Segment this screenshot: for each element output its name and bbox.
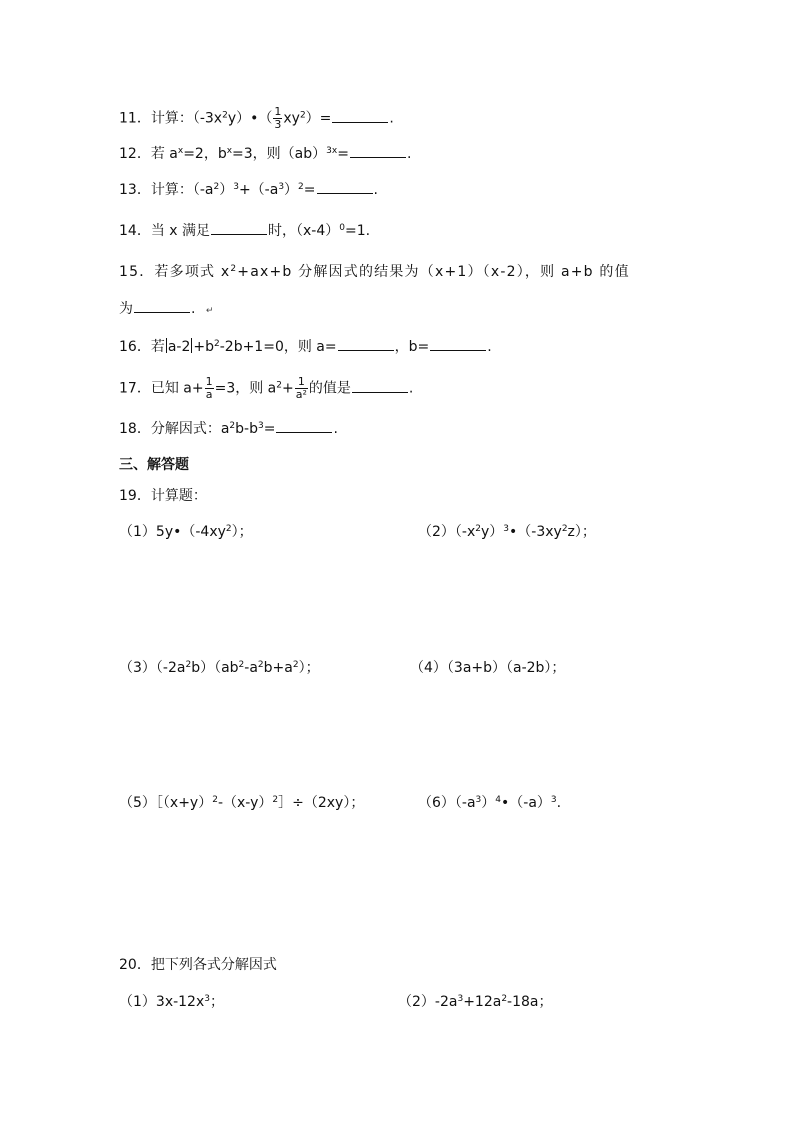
question-19-title: 19．计算题：	[119, 488, 207, 504]
q19-part-6: $(6)(-a^3)^4•(-a)^3$.	[418, 795, 562, 811]
answer-blank[interactable]	[317, 180, 373, 194]
question-15-line-2: 为 . ↵	[119, 301, 214, 317]
answer-blank[interactable]	[350, 144, 406, 158]
question-18: 18．分解因式：$a^2b-b^3=$ .	[119, 421, 338, 437]
q20-part-1: $(1)3x-12x^3$；	[119, 994, 224, 1010]
abs-bar-left	[166, 338, 167, 353]
question-11: 11．计算：$(-3x^2y)•$（ $\frac{1}{3}$ $xy^2)=$ .	[119, 105, 394, 131]
question-12: 12．若 $a^x=2$，$b^x=3$，则（ab）$^{3x}$= .	[119, 146, 412, 162]
q19-part-4: （4）（3a+b）（a-2b）；	[410, 660, 566, 676]
question-number: 17．	[119, 380, 151, 397]
fraction: $\frac{1}{\text{a²}}$	[295, 375, 307, 401]
answer-blank[interactable]	[332, 109, 388, 123]
question-number: 11．	[119, 110, 151, 127]
question-13: 13．计算：$(-a^2)^3+(-a^3)^2=$ .	[119, 182, 378, 198]
answer-blank-a[interactable]	[338, 337, 394, 351]
question-number: 16．	[119, 339, 151, 355]
question-16: 16．若 $a-2 +b^2-2b+1=0$，则 a= ，b= .	[119, 339, 492, 355]
fraction: $\frac{1}{a}$	[205, 375, 213, 401]
answer-blank[interactable]	[211, 221, 267, 235]
answer-blank[interactable]	[134, 299, 190, 313]
question-20-title: 20．把下列各式分解因式	[119, 957, 277, 973]
question-17: 17．已知 a+ $\frac{1}{a}$ =3，则 $a^2+$ $\frac{1}{\text{a²}}$ 的值是 .	[119, 375, 414, 401]
q19-part-2: $(2)(-x^2y)^3•(-3xy^2z)$；	[418, 524, 596, 540]
fraction: $\frac{1}{3}$	[274, 105, 282, 131]
answer-blank[interactable]	[352, 379, 408, 393]
q19-part-5: $(5)[(x+y)^2-(x-y)^2]\div(2xy)$；	[119, 795, 365, 811]
answer-blank[interactable]	[276, 419, 332, 433]
question-14: 14．当 x 满足 时，$(x-4)^0=1$.	[119, 223, 371, 239]
question-number: 18．	[119, 421, 151, 437]
q19-part-1: $(1)5y•(-4xy^2)$；	[119, 524, 253, 540]
question-number: 14．	[119, 223, 151, 239]
question-number: 13．	[119, 182, 151, 198]
q20-part-2: $(2)-2a^3+12a^2-18a$；	[398, 994, 553, 1010]
q19-part-3: $(3)(-2a^2b)(ab^2-a^2b+a^2)$；	[119, 660, 320, 676]
answer-blank-b[interactable]	[430, 337, 486, 351]
question-number: 12．	[119, 146, 151, 162]
question-15-line-1: 15．若多项式 $x^2+ax+b$ 分解因式的结果为（x+1）（x-2），则 a+b 的值	[119, 264, 630, 280]
paragraph-mark-icon: ↵	[205, 306, 214, 316]
section-heading: 三、解答题	[119, 457, 189, 473]
